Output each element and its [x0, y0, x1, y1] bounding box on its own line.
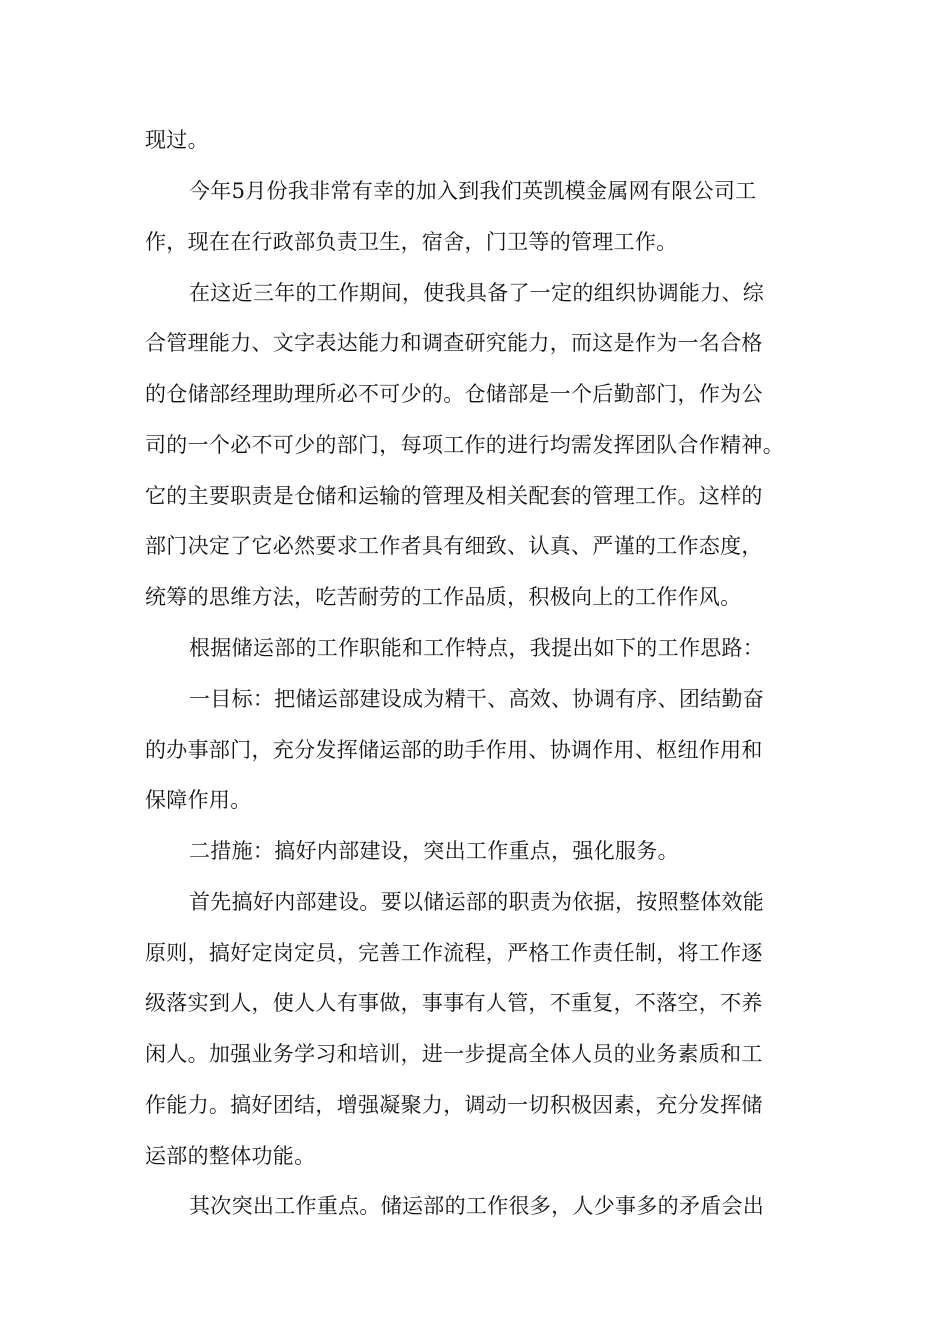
text-line: 运部的整体功能。 — [145, 1144, 316, 1168]
text-line: 的仓储部经理助理所必不可少的。仓储部是一个后勤部门，作为公 — [145, 382, 763, 406]
text-line: 部门决定了它必然要求工作者具有细致、认真、严谨的工作态度， — [145, 534, 763, 558]
paragraph-first-line: 今年5月份我非常有幸的加入到我们英凯模金属网有限公司工 — [189, 179, 757, 203]
text-line: 闲人。加强业务学习和培训，进一步提高全体人员的业务素质和工 — [145, 1042, 763, 1066]
paragraph-first-line: 一目标：把储运部建设成为精干、高效、协调有序、团结勤奋 — [189, 687, 765, 711]
text-line: 的办事部门，充分发挥储运部的助手作用、协调作用、枢纽作用和 — [145, 738, 763, 762]
text-line: 原则，搞好定岗定员，完善工作流程，严格工作责任制，将工作逐 — [145, 941, 763, 965]
text-line: 保障作用。 — [145, 788, 252, 812]
text-line: 司的一个必不可少的部门，每项工作的进行均需发挥团队合作精神。 — [145, 433, 784, 457]
paragraph-first-line: 首先搞好内部建设。要以储运部的职责为依据，按照整体效能 — [189, 890, 765, 914]
text-line: 作，现在在行政部负责卫生，宿舍，门卫等的管理工作。 — [145, 230, 678, 254]
text-line: 统筹的思维方法，吃苦耐劳的工作品质，积极向上的工作作风。 — [145, 585, 742, 609]
text-line: 级落实到人，使人人有事做，事事有人管，不重复，不落空，不养 — [145, 991, 763, 1015]
text-line: 它的主要职责是仓储和运输的管理及相关配套的管理工作。这样的 — [145, 484, 763, 508]
paragraph-first-line: 二措施：搞好内部建设，突出工作重点，强化服务。 — [189, 839, 679, 863]
paragraph-first-line: 其次突出工作重点。储运部的工作很多，人少事多的矛盾会出 — [189, 1194, 765, 1218]
text-line: 合管理能力、文字表达能力和调查研究能力，而这是作为一名合格 — [145, 331, 763, 355]
paragraph-first-line: 根据储运部的工作职能和工作特点，我提出如下的工作思路： — [189, 636, 765, 660]
paragraph-first-line: 在这近三年的工作期间，使我具备了一定的组织协调能力、综 — [189, 281, 765, 305]
text-line: 现过。 — [145, 128, 209, 152]
text-line: 作能力。搞好团结，增强凝聚力，调动一切积极因素，充分发挥储 — [145, 1093, 763, 1117]
